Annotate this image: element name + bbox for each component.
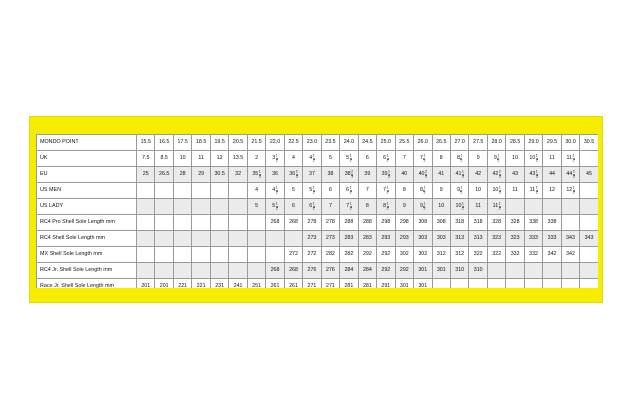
cell: 5 $\frac{1}{2}$ <box>303 183 321 199</box>
cell: 30.5 <box>210 167 228 183</box>
cell: 10 <box>432 199 450 215</box>
cell: 201 <box>155 279 173 289</box>
cell: 26.0 <box>414 135 432 151</box>
cell: 288 <box>358 215 376 231</box>
cell: 23.5 <box>321 135 339 151</box>
cell: 6 $\frac{1}{2}$ <box>303 199 321 215</box>
cell <box>524 199 542 215</box>
cell <box>229 183 247 199</box>
cell: 5 <box>247 199 265 215</box>
cell: 221 <box>192 279 210 289</box>
cell: 323 <box>487 231 505 247</box>
cell: 8 $\frac{1}{2}$ <box>414 183 432 199</box>
cell <box>137 231 155 247</box>
cell: 303 <box>414 231 432 247</box>
cell: 38 <box>321 167 339 183</box>
cell: 40 <box>395 167 413 183</box>
cell: 5 $\frac{1}{2}$ <box>340 151 358 167</box>
cell: 313 <box>450 231 468 247</box>
cell <box>487 279 505 289</box>
cell: 7.5 <box>137 151 155 167</box>
cell: 6 $\frac{1}{2}$ <box>377 151 395 167</box>
cell <box>543 199 561 215</box>
cell: 312 <box>450 247 468 263</box>
cell: 281 <box>358 279 376 289</box>
cell: 292 <box>395 263 413 279</box>
cell: 8 $\frac{1}{2}$ <box>450 151 468 167</box>
cell: 24.0 <box>340 135 358 151</box>
cell: 284 <box>358 263 376 279</box>
size-chart-panel <box>29 116 603 303</box>
cell: 261 <box>284 279 302 289</box>
cell: 302 <box>414 247 432 263</box>
cell <box>580 151 598 167</box>
cell <box>137 199 155 215</box>
cell <box>229 199 247 215</box>
cell <box>524 263 542 279</box>
cell: 25 <box>137 167 155 183</box>
cell: 261 <box>266 279 284 289</box>
cell: 4 $\frac{1}{2}$ <box>266 183 284 199</box>
cell: 35 $\frac{1}{3}$ <box>247 167 265 183</box>
cell: 25.0 <box>377 135 395 151</box>
cell <box>229 263 247 279</box>
cell: 22.0 <box>266 135 284 151</box>
cell: 284 <box>340 263 358 279</box>
cell: 293 <box>377 231 395 247</box>
cell: 8 <box>432 151 450 167</box>
cell: 11 $\frac{1}{2}$ <box>561 151 579 167</box>
cell <box>524 279 542 289</box>
cell: 21.5 <box>247 135 265 151</box>
cell: 10 <box>173 151 191 167</box>
cell: 308 <box>414 215 432 231</box>
cell: 251 <box>247 279 265 289</box>
cell: 8 $\frac{1}{2}$ <box>377 199 395 215</box>
cell: 298 <box>377 215 395 231</box>
cell: 10 $\frac{1}{2}$ <box>524 151 542 167</box>
cell: 36 $\frac{2}{3}$ <box>284 167 302 183</box>
cell: 318 <box>469 215 487 231</box>
cell: 27.5 <box>469 135 487 151</box>
cell: 18.5 <box>192 135 210 151</box>
table-row-mondo-point <box>37 135 599 151</box>
cell <box>210 215 228 231</box>
cell: 8.5 <box>155 151 173 167</box>
cell: 10 $\frac{1}{2}$ <box>487 183 505 199</box>
cell: 7 $\frac{1}{2}$ <box>340 199 358 215</box>
row-label: UK <box>37 151 137 167</box>
cell: 9 <box>395 199 413 215</box>
size-chart-table <box>36 134 598 288</box>
cell: 23.0 <box>303 135 321 151</box>
cell: 29.5 <box>543 135 561 151</box>
cell <box>266 231 284 247</box>
cell <box>155 247 173 263</box>
cell: 42 <box>469 167 487 183</box>
row-label: MONDO POINT <box>37 135 137 151</box>
cell: 45 <box>580 167 598 183</box>
cell: 44 $\frac{2}{3}$ <box>561 167 579 183</box>
cell: 42 $\frac{2}{3}$ <box>487 167 505 183</box>
cell: 30.0 <box>561 135 579 151</box>
cell: 10 $\frac{1}{2}$ <box>450 199 468 215</box>
cell <box>173 247 191 263</box>
cell: 43 <box>506 167 524 183</box>
cell: 41 $\frac{1}{3}$ <box>450 167 468 183</box>
cell: 9 <box>469 151 487 167</box>
cell: 30.5 <box>580 135 598 151</box>
cell: 10 <box>469 183 487 199</box>
cell: 36 <box>266 167 284 183</box>
cell: 43 $\frac{1}{3}$ <box>524 167 542 183</box>
cell: 201 <box>137 279 155 289</box>
cell <box>155 263 173 279</box>
cell <box>229 231 247 247</box>
cell: 323 <box>506 231 524 247</box>
cell: 328 <box>506 215 524 231</box>
cell <box>229 247 247 263</box>
size-chart-table-wrap <box>36 134 598 288</box>
cell <box>543 279 561 289</box>
cell: 25.5 <box>395 135 413 151</box>
cell: 7 <box>321 199 339 215</box>
cell: 5 <box>284 183 302 199</box>
cell <box>506 199 524 215</box>
table-row-eu <box>37 167 599 183</box>
table-row-rc4-jr <box>37 263 599 279</box>
cell: 16.5 <box>155 135 173 151</box>
cell: 268 <box>284 263 302 279</box>
cell: 11 <box>543 151 561 167</box>
table-row-us-men <box>37 183 599 199</box>
cell: 22.5 <box>284 135 302 151</box>
cell: 8 <box>358 199 376 215</box>
cell: 4 <box>247 183 265 199</box>
cell: 322 <box>469 247 487 263</box>
cell: 342 <box>561 247 579 263</box>
cell: 332 <box>506 247 524 263</box>
cell: 343 <box>580 231 598 247</box>
cell: 343 <box>561 231 579 247</box>
cell: 10 <box>506 151 524 167</box>
cell: 39 $\frac{1}{3}$ <box>377 167 395 183</box>
row-label: Race Jr. Shell Sole Length mm <box>37 279 137 289</box>
cell <box>173 183 191 199</box>
cell: 29.0 <box>524 135 542 151</box>
cell <box>580 199 598 215</box>
cell: 338 <box>543 215 561 231</box>
cell: 272 <box>303 247 321 263</box>
cell: 40 $\frac{2}{3}$ <box>414 167 432 183</box>
row-label: RC4 Shell Sole Length mm <box>37 231 137 247</box>
cell: 276 <box>303 263 321 279</box>
cell <box>155 231 173 247</box>
cell <box>173 263 191 279</box>
cell: 39 <box>358 167 376 183</box>
cell <box>192 215 210 231</box>
table-row-uk <box>37 151 599 167</box>
cell: 9 $\frac{1}{2}$ <box>450 183 468 199</box>
cell: 333 <box>524 231 542 247</box>
cell: 5 <box>321 151 339 167</box>
cell <box>561 263 579 279</box>
cell: 342 <box>543 247 561 263</box>
cell: 312 <box>432 247 450 263</box>
cell <box>247 215 265 231</box>
cell: 7 $\frac{1}{2}$ <box>377 183 395 199</box>
cell <box>192 263 210 279</box>
row-label: EU <box>37 167 137 183</box>
cell: 15.5 <box>137 135 155 151</box>
cell <box>506 279 524 289</box>
cell: 271 <box>303 279 321 289</box>
cell: 28 <box>173 167 191 183</box>
cell: 328 <box>487 215 505 231</box>
cell <box>192 199 210 215</box>
cell <box>487 263 505 279</box>
row-label: US LADY <box>37 199 137 215</box>
cell <box>137 183 155 199</box>
cell: 241 <box>229 279 247 289</box>
cell <box>155 183 173 199</box>
size-chart-body <box>37 135 599 289</box>
table-row-rc4 <box>37 231 599 247</box>
cell: 6 <box>321 183 339 199</box>
cell <box>210 183 228 199</box>
cell: 12 $\frac{1}{2}$ <box>561 183 579 199</box>
cell: 20.5 <box>229 135 247 151</box>
cell: 273 <box>321 231 339 247</box>
cell: 9 $\frac{1}{2}$ <box>414 199 432 215</box>
cell: 303 <box>432 231 450 247</box>
cell: 13.5 <box>229 151 247 167</box>
cell <box>580 183 598 199</box>
cell: 313 <box>469 231 487 247</box>
cell <box>247 231 265 247</box>
cell: 5 $\frac{1}{2}$ <box>266 199 284 215</box>
cell: 37 <box>303 167 321 183</box>
cell: 333 <box>543 231 561 247</box>
cell <box>266 247 284 263</box>
cell: 11 <box>469 199 487 215</box>
cell <box>561 279 579 289</box>
cell: 292 <box>377 247 395 263</box>
cell: 12 <box>543 183 561 199</box>
cell <box>173 199 191 215</box>
cell: 6 <box>284 199 302 215</box>
cell <box>210 231 228 247</box>
cell: 2 <box>247 151 265 167</box>
table-row-us-lady <box>37 199 599 215</box>
cell: 292 <box>377 263 395 279</box>
cell: 7 <box>395 151 413 167</box>
cell: 276 <box>321 263 339 279</box>
cell: 298 <box>395 215 413 231</box>
cell <box>155 215 173 231</box>
cell: 301 <box>395 279 413 289</box>
cell <box>284 231 302 247</box>
cell: 9 <box>432 183 450 199</box>
cell: 19.5 <box>210 135 228 151</box>
cell: 302 <box>395 247 413 263</box>
cell <box>137 263 155 279</box>
cell: 24.5 <box>358 135 376 151</box>
cell: 338 <box>524 215 542 231</box>
cell: 221 <box>173 279 191 289</box>
cell: 291 <box>377 279 395 289</box>
cell: 11 $\frac{1}{2}$ <box>487 199 505 215</box>
cell: 27.0 <box>450 135 468 151</box>
cell <box>580 247 598 263</box>
row-label: RC4 Pro Shell Sole Length mm <box>37 215 137 231</box>
cell <box>580 279 598 289</box>
cell <box>561 215 579 231</box>
cell <box>210 199 228 215</box>
cell: 268 <box>284 215 302 231</box>
cell: 301 <box>414 263 432 279</box>
cell <box>247 247 265 263</box>
cell: 6 <box>358 151 376 167</box>
cell: 26.5 <box>432 135 450 151</box>
cell: 283 <box>340 231 358 247</box>
cell: 268 <box>266 215 284 231</box>
cell <box>543 263 561 279</box>
cell: 3 $\frac{1}{2}$ <box>266 151 284 167</box>
cell: 281 <box>340 279 358 289</box>
cell: 272 <box>284 247 302 263</box>
cell: 282 <box>321 247 339 263</box>
cell <box>580 215 598 231</box>
row-label: US MEN <box>37 183 137 199</box>
cell <box>229 215 247 231</box>
cell: 6 $\frac{1}{2}$ <box>340 183 358 199</box>
cell <box>173 231 191 247</box>
cell: 26.5 <box>155 167 173 183</box>
cell <box>155 199 173 215</box>
cell <box>561 199 579 215</box>
cell: 7 $\frac{1}{2}$ <box>414 151 432 167</box>
cell: 308 <box>432 215 450 231</box>
row-label: MX Shell Sole Length mm <box>37 247 137 263</box>
cell: 38 $\frac{2}{3}$ <box>340 167 358 183</box>
cell <box>192 247 210 263</box>
cell: 29 <box>192 167 210 183</box>
cell: 11 <box>192 151 210 167</box>
table-row-mx <box>37 247 599 263</box>
cell <box>506 263 524 279</box>
cell: 8 <box>395 183 413 199</box>
cell <box>450 279 468 289</box>
cell <box>137 215 155 231</box>
cell: 41 <box>432 167 450 183</box>
cell: 278 <box>303 215 321 231</box>
cell <box>173 215 191 231</box>
cell <box>192 231 210 247</box>
cell: 271 <box>321 279 339 289</box>
cell: 7 <box>358 183 376 199</box>
cell: 9 $\frac{1}{2}$ <box>487 151 505 167</box>
cell: 273 <box>303 231 321 247</box>
cell: 293 <box>395 231 413 247</box>
cell: 268 <box>266 263 284 279</box>
cell: 11 $\frac{1}{2}$ <box>524 183 542 199</box>
cell: 4 $\frac{1}{2}$ <box>303 151 321 167</box>
cell <box>469 279 487 289</box>
cell <box>137 247 155 263</box>
table-row-race-jr <box>37 279 599 289</box>
cell: 44 <box>543 167 561 183</box>
table-row-rc4-pro <box>37 215 599 231</box>
cell: 322 <box>487 247 505 263</box>
cell: 32 <box>229 167 247 183</box>
cell <box>192 183 210 199</box>
cell: 28.5 <box>506 135 524 151</box>
cell: 310 <box>450 263 468 279</box>
cell <box>580 263 598 279</box>
cell: 278 <box>321 215 339 231</box>
cell: 310 <box>469 263 487 279</box>
row-label: RC4 Jr. Shell Sole Length mm <box>37 263 137 279</box>
cell: 12 <box>210 151 228 167</box>
cell: 301 <box>432 263 450 279</box>
cell <box>210 263 228 279</box>
cell: 4 <box>284 151 302 167</box>
cell: 288 <box>340 215 358 231</box>
cell: 292 <box>358 247 376 263</box>
cell <box>432 279 450 289</box>
cell: 11 <box>506 183 524 199</box>
cell <box>210 247 228 263</box>
cell: 301 <box>414 279 432 289</box>
cell: 17.5 <box>173 135 191 151</box>
cell: 332 <box>524 247 542 263</box>
cell: 318 <box>450 215 468 231</box>
cell: 283 <box>358 231 376 247</box>
cell: 28.0 <box>487 135 505 151</box>
cell <box>247 263 265 279</box>
cell: 282 <box>340 247 358 263</box>
cell: 231 <box>210 279 228 289</box>
